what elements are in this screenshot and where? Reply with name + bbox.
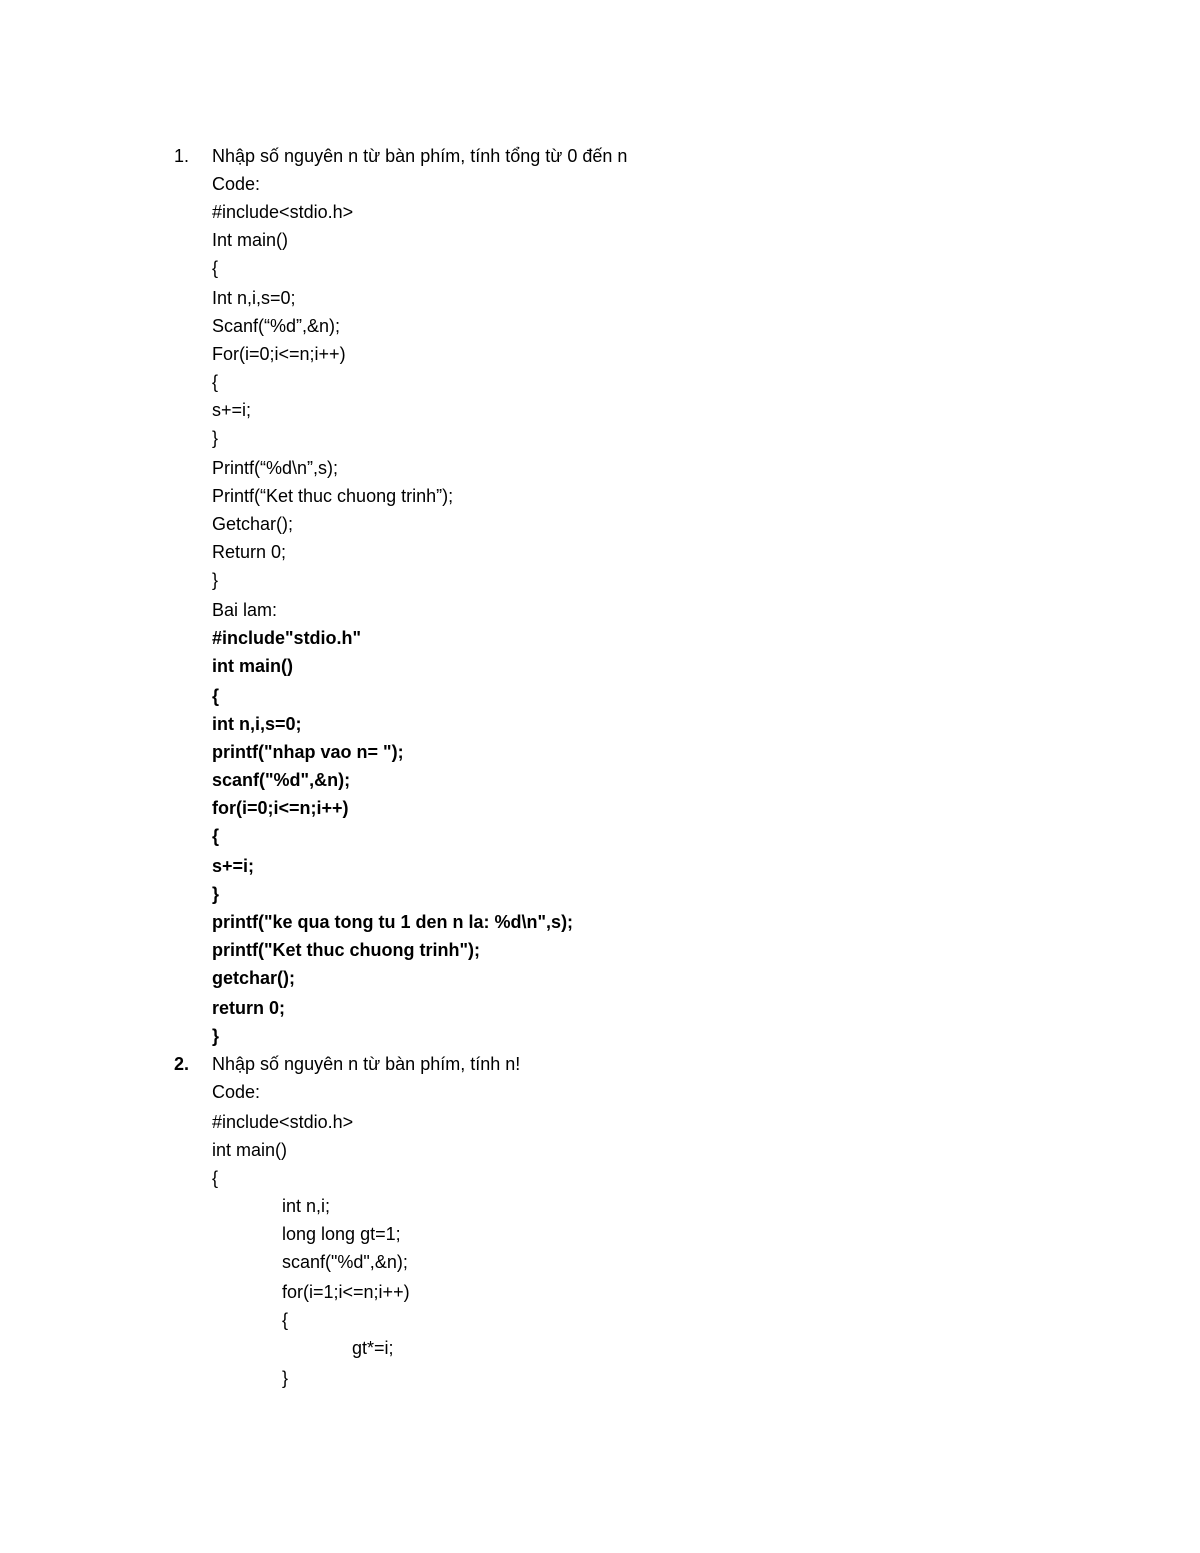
- code-line: gt*=i;: [352, 1338, 394, 1358]
- code-line: #include<stdio.h>: [212, 202, 354, 222]
- answer-line: int main(): [212, 656, 293, 676]
- section-1-number: 1.: [174, 146, 190, 166]
- code-line: scanf("%d",&n);: [282, 1252, 408, 1272]
- answer-line: return 0;: [212, 998, 286, 1018]
- code-line: }: [212, 428, 219, 448]
- code-line: int main(): [212, 1140, 288, 1160]
- section-1-title: Nhập số nguyên n từ bàn phím, tính tổng từ 0 đến n: [212, 146, 628, 166]
- code-line: {: [212, 1168, 219, 1188]
- answer-line: printf("ke qua tong tu 1 den n la: %d\n",s);: [212, 912, 574, 932]
- code-line: Printf(“Ket thuc chuong trinh”);: [212, 486, 454, 506]
- answer-line: scanf("%d",&n);: [212, 770, 351, 790]
- answer-line: #include"stdio.h": [212, 628, 362, 648]
- answer-line: for(i=0;i<=n;i++): [212, 798, 349, 818]
- answer-line: }: [212, 1026, 220, 1046]
- code-line: For(i=0;i<=n;i++): [212, 344, 346, 364]
- section-2-title: Nhập số nguyên n từ bàn phím, tính n!: [212, 1054, 521, 1074]
- code-line: long long gt=1;: [282, 1224, 401, 1244]
- code-line: {: [212, 258, 219, 278]
- section-2-number: 2.: [174, 1054, 190, 1074]
- code-line: Int n,i,s=0;: [212, 288, 296, 308]
- answer-line: {: [212, 686, 220, 706]
- answer-line: {: [212, 826, 220, 846]
- answer-line: int n,i,s=0;: [212, 714, 302, 734]
- code-line: Printf(“%d\n”,s);: [212, 458, 339, 478]
- code-line: s+=i;: [212, 400, 252, 420]
- code-line: }: [212, 570, 219, 590]
- code-line: #include<stdio.h>: [212, 1112, 354, 1132]
- code-line: Return 0;: [212, 542, 287, 562]
- answer-line: }: [212, 884, 220, 904]
- code-line: int n,i;: [282, 1196, 331, 1216]
- section-2-code-label: Code:: [212, 1082, 261, 1102]
- section-1-answer-label: Bai lam:: [212, 600, 278, 620]
- code-line: Scanf(“%d”,&n);: [212, 316, 341, 336]
- code-line: {: [282, 1310, 289, 1330]
- code-line: Int main(): [212, 230, 289, 250]
- answer-line: getchar();: [212, 968, 296, 988]
- answer-line: printf("nhap vao n= ");: [212, 742, 404, 762]
- code-line: }: [282, 1368, 289, 1388]
- code-line: {: [212, 372, 219, 392]
- code-line: for(i=1;i<=n;i++): [282, 1282, 410, 1302]
- section-1-code-label: Code:: [212, 174, 261, 194]
- code-line: Getchar();: [212, 514, 294, 534]
- answer-line: printf("Ket thuc chuong trinh");: [212, 940, 481, 960]
- answer-line: s+=i;: [212, 856, 255, 876]
